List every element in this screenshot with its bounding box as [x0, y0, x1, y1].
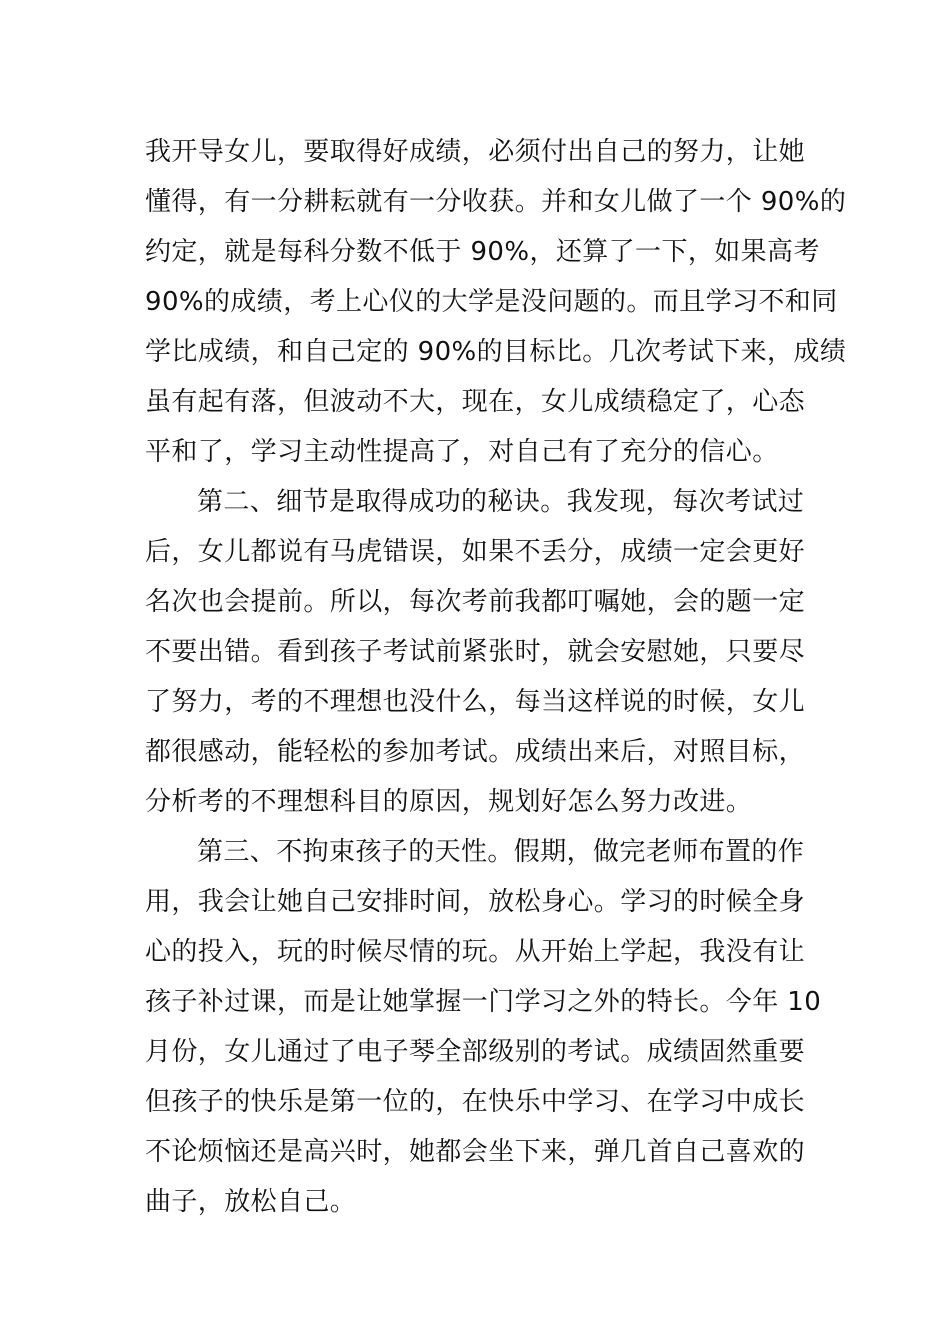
text-line: 名次也会提前。所以，每次考前我都叮嘱她，会的题一定 [145, 587, 806, 617]
body-text [145, 127, 847, 1227]
text-line: 90%的成绩，考上心仪的大学是没问题的。而且学习不和同 [145, 287, 838, 317]
text-line: 心的投入，玩的时候尽情的玩。从开始上学起，我没有让 [145, 937, 806, 967]
text-line: 不要出错。看到孩子考试前紧张时，就会安慰她，只要尽 [145, 637, 806, 667]
text-line: 我开导女儿，要取得好成绩，必须付出自己的努力，让她 [145, 137, 806, 167]
text-line: 学比成绩，和自己定的 90%的目标比。几次考试下来，成绩 [145, 337, 847, 367]
text-line: 曲子，放松自己。 [145, 1187, 357, 1217]
text-line: 平和了，学习主动性提高了，对自己有了充分的信心。 [145, 437, 779, 467]
text-line: 用，我会让她自己安排时间，放松身心。学习的时候全身 [145, 887, 806, 917]
text-line: 虽有起有落，但波动不大，现在，女儿成绩稳定了，心态 [145, 387, 806, 417]
text-line: 后，女儿都说有马虎错误，如果不丢分，成绩一定会更好 [145, 537, 806, 567]
text-line: 约定，就是每科分数不低于 90%，还算了一下，如果高考 [145, 237, 820, 267]
text-line: 了努力，考的不理想也没什么，每当这样说的时候，女儿 [145, 687, 806, 717]
text-line: 不论烦恼还是高兴时，她都会坐下来，弹几首自己喜欢的 [145, 1137, 806, 1167]
text-line: 分析考的不理想科目的原因，规划好怎么努力改进。 [145, 787, 753, 817]
text-line: 但孩子的快乐是第一位的，在快乐中学习、在学习中成长 [145, 1087, 806, 1117]
paragraph-start-line: 第三、不拘束孩子的天性。假期，做完老师布置的作 [197, 837, 805, 867]
text-line: 月份，女儿通过了电子琴全部级别的考试。成绩固然重要 [145, 1037, 806, 1067]
text-line: 孩子补过课，而是让她掌握一门学习之外的特长。今年 10 [145, 987, 822, 1017]
paragraph-start-line: 第二、细节是取得成功的秘诀。我发现，每次考试过 [197, 487, 805, 517]
text-line: 懂得，有一分耕耘就有一分收获。并和女儿做了一个 90%的 [145, 187, 847, 217]
text-line: 都很感动，能轻松的参加考试。成绩出来后，对照目标， [145, 737, 806, 767]
